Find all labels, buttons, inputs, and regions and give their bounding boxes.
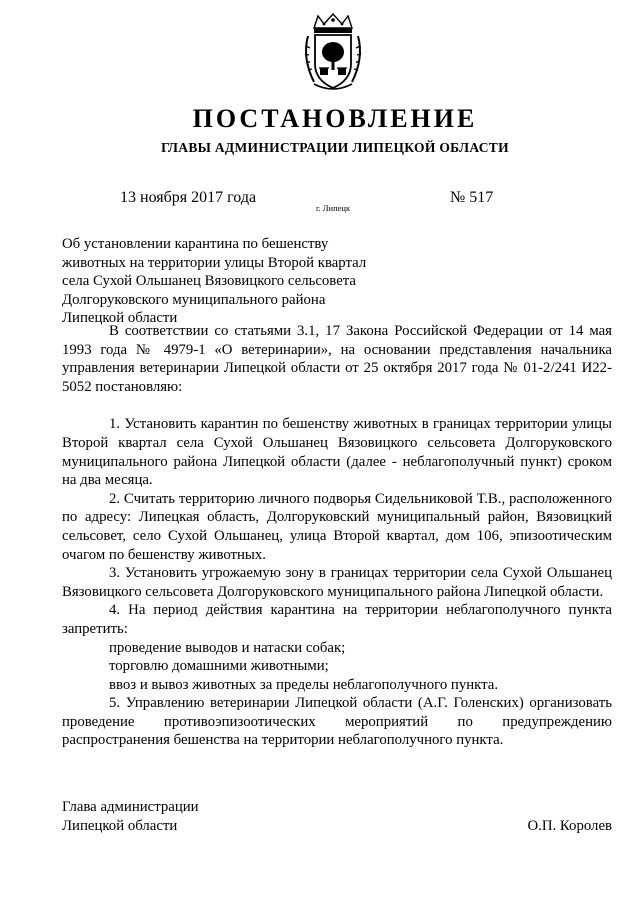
document-subtitle: ГЛАВЫ АДМИНИСТРАЦИИ ЛИПЕЦКОЙ ОБЛАСТИ xyxy=(161,140,509,155)
item-5: 5. Управлению ветеринарии Липецкой области (А.Г. Голенских) организовать проведение противоэпизоотических мероприятий по предупреждению распространения бешенства на территории неблагополучного пункта. xyxy=(62,695,612,749)
subject-line: животных на территории улицы Второй квартал xyxy=(62,254,367,271)
item-4-list-entry: проведение выводов и натаски собак; xyxy=(109,639,346,656)
document-date: 13 ноября 2017 года xyxy=(120,189,257,206)
item-2: 2. Считать территорию личного подворья Сидельниковой Т.В., расположенного по адресу: Липецкая область, Долгоруковский муниципальный район, Вязовицкий сельсовет, село Сухой Ольшанец, улица Второй квартал, дом 106, эпизоотическим очагом по бешенству животных. xyxy=(62,490,612,563)
signature-block xyxy=(62,798,612,835)
coat-of-arms-icon xyxy=(300,12,366,94)
item-3: 3. Установить угрожаемую зону в границах территории села Сухой Ольшанец Вязовицкого сельсовета Долгоруковского муниципального района Липецкой области. xyxy=(62,565,612,600)
subject-line: села Сухой Ольшанец Вязовицкого сельсовета xyxy=(62,273,356,290)
document-number: № 517 xyxy=(450,189,494,206)
item-4-list-entry: ввоз и вывоз животных за пределы неблагополучного пункта. xyxy=(109,676,499,693)
signature-position-line: Глава администрации xyxy=(62,799,199,815)
preamble-paragraph: В соответствии со статьями 3.1, 17 Закона Российской Федерации от 14 мая 1993 года № 4979-1 «О ветеринарии», на основании представления начальника управления ветеринарии Липецкой области от 25 октября 2017 года № 01-2/241 И22-5052 постановляю: xyxy=(62,323,612,395)
subject-line: Липецкой области xyxy=(62,310,178,327)
signature-position-line: Липецкой области xyxy=(62,817,178,834)
item-4: 4. На период действия карантина на территории неблагополучного пункта запретить: xyxy=(62,602,612,637)
document-body xyxy=(62,322,612,750)
item-1: 1. Установить карантин по бешенству животных в границах территории улицы Второй квартал села Сухой Ольшанец Вязовицкого сельсовета Долгоруковского муниципального района Липецкой области (далее - неблагополучный пункт) сроком на два месяца. xyxy=(62,416,612,489)
signature-name: О.П. Королев xyxy=(527,817,612,834)
item-4-list-entry: торговлю домашними животными; xyxy=(109,658,329,675)
subject-line: Долгоруковского муниципального района xyxy=(62,291,326,308)
document-city: г. Липецк xyxy=(316,203,351,213)
paragraph-gap xyxy=(62,396,612,415)
subject-line: Об установлении карантина по бешенству xyxy=(62,236,329,252)
document-title: ПОСТАНОВЛЕНИЕ xyxy=(192,104,478,133)
document-subject xyxy=(62,235,402,328)
